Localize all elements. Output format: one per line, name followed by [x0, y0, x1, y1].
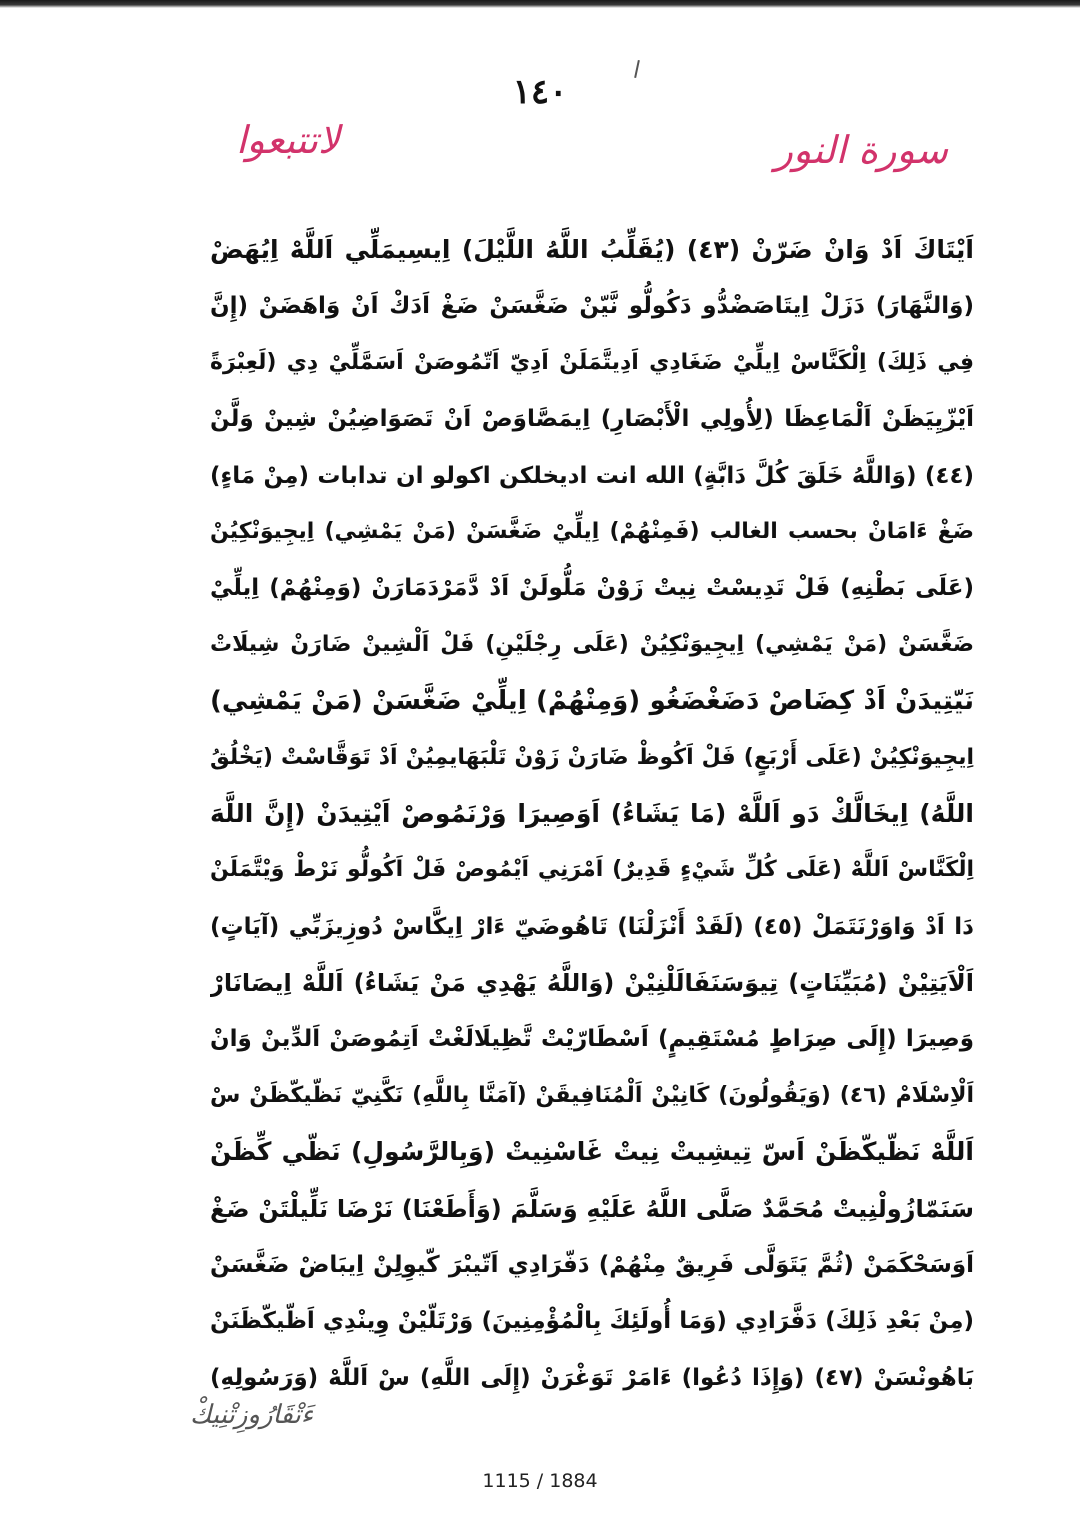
scan-top-edge	[0, 0, 1080, 8]
text-line: اَيْتَاكَ اَدْ وَانْ ضَرّنْ (٤٣) (يُقَلِّبُ اللَّهُ اللَّيْلَ) اِيسِيمَلِّي اَللَّهْ اِيُهَضْ	[210, 235, 974, 264]
text-line: بَاهُونْسَنْ (٤٧) (وَإِذَا دُعُوا) ءَامَرْ تَوَغْرَنْ (إِلَى اللَّهِ) سْ اَللَّهْ (وَرَسُولِهِ)	[210, 1364, 974, 1391]
text-line: دَا اَدْ وَاوَرْنَتَمَلْ (٤٥) (لَقَدْ أَنْزَلْنَا) تَاهُوضَيّ ءَارْ اِيكَّاسْ دُوزِيزَبِّي (آيَاتٍ)	[210, 913, 974, 940]
text-line: سَنَمّازُولْنِيتْ مُحَمَّدٌ صَلَّى اللَّهُ عَلَيْهِ وَسَلَّمَ (وَأَطَعْنَا) نَرْضَا نَلِّيلْتَنْ ضَغْ	[210, 1194, 974, 1223]
page-counter: 1115 / 1884	[482, 1470, 598, 1492]
text-line: اَوَسَحْكَمَنْ (ثُمَّ يَتَوَلَّى فَرِيقٌ مِنْهُمْ) دَفّرَادِي اَتّيبْرَ كّيوِلِنْ اِيبَاضْ ضَغَّسَنْ	[210, 1252, 974, 1279]
surah-name-annotation: سورة النور	[774, 128, 948, 172]
text-line: اِيجِيوَنْكِيُنْ (عَلَى أَرْبَعٍ) فَلْ اَكُوظْ ضَارَنْ زَوْنْ تَلْبَهَايمِيُنْ اَدْ تَوَقَّاسْتْ (يَخْلُقُ	[210, 744, 974, 770]
text-line: (وَالنَّهَارَ) دَزَلْ اِيتَاصَضْدُّو دَكُولُّو نَّيّنْ ضَغَّسَنْ ضَغْ اَدَكْ اَنْ وَاهَضَنْ (إِنَّ	[210, 293, 974, 320]
text-line: فِي ذَلِكَ) اِلْكَنَّاسْ اِيلِّيْ ضَغَادِي اَدِيتَّمَلَنْ اَدِيّ اَتّمُوصَنْ اَسَمَّلِّيْ دِي (لَعِبْرَةً	[210, 349, 974, 375]
text-line: اَلْاِسْلَامْ (٤٦) (وَيَقُولُونَ) كَانِيْنْ اَلْمُنَافِيقَنْ (آمَنَّا بِاللَّهِ) نَكَّنِيّ نَظّيكّظَنْ سْ	[210, 1082, 974, 1108]
text-line: (٤٤) (وَاللَّهُ خَلَقَ كُلَّ دَابَّةٍ) الله انت اديخلكن اكولو ان تدابات (مِنْ مَاءٍ)	[210, 462, 974, 489]
manuscript-text-block	[210, 222, 974, 1406]
text-line: (عَلَى بَطْنِهِ) فَلْ تَدِيسْتْ نِيتْ زَوْنْ مَلُّولَنْ اَدْ دَّمَرْدَمَارَنْ (وَمِنْهُمْ) اِيلِّيْ	[210, 575, 974, 602]
verse-annotation: لاتتبعوا	[236, 118, 340, 162]
text-line: اَيْزّيِيَظَنْ اَلْمَاعِظَا (لِأُولِي الْأَبْصَارِ) اِيمَصَّاوَصْ اَنْ تَصَوَاضِيُنْ شِينْ وَلَّنْ	[210, 406, 974, 433]
text-line: (مِنْ بَعْدِ ذَلِكَ) دَفَّرَادِي (وَمَا أُولَئِكَ بِالْمُؤْمِنِينَ) وَرْتَلّيْنْ وِينْدِي اَظّيكّظَنَنْ	[210, 1308, 974, 1335]
text-line: وَصِيرَا (إِلَى صِرَاطٍ مُسْتَقِيمٍ) اَسْطَارّيْتْ تَّظِيلَالَغْتْ اَتِمُوصَنْ اَلدِّينْ وَانْ	[210, 1026, 974, 1053]
text-line: اَللَّهْ نَظّيكّظَنْ اَسّ تِيشِيتْ نِيتْ غَاسْنِيتْ (وَبِالرَّسُولِ) نَظّي كِّظَنْ	[210, 1137, 974, 1167]
text-line: ضَغَّسَنْ (مَنْ يَمْشِي) اِيجِيوَنْكِيُنْ (عَلَى رِجْلَيْنِ) فَلْ اَلْشِينْ ضَارَنْ شِيلَاتْ	[210, 631, 974, 657]
text-line: اِلْكَنَّاسْ اَللَّهْ (عَلَى كُلِّ شَيْءٍ قَدِيرٌ) اَمْرَنِي اَيْمُوصْ فَلْ اَكُولُّو نَرْطْ وَيْتَّمَلَنْ	[210, 857, 974, 883]
text-line: اَلْاَيَتِيْنْ (مُبَيِّنَاتٍ) تِيوَسَنَفَالَلْنِيْنْ (وَاللَّهُ يَهْدِي مَنْ يَشَاءُ) اَللَّهْ اِيصَانَارْ	[210, 969, 974, 998]
text-line: اللَّهُ) اِيخَالَّكْ دَو اَللَّهْ (مَا يَشَاءُ) اَوَصِيرَا وَرْنَمُوصْ اَيْتِيدَنْ (إِنَّ اللَّهَ	[210, 798, 974, 828]
text-line: نَيّتِيدَنْ اَدْ كِضَاصْ دَضَغْضَغُو (وَمِنْهُمْ) اِيلِّيْ ضَغَّسَنْ (مَنْ يَمْشِي)	[210, 686, 974, 717]
handwritten-margin-note: ءَتْقَارُوزِتْنِيكْ	[190, 1400, 314, 1430]
page-number: ١٤٠	[512, 72, 568, 112]
text-line: ضَغْ ءَامَانْ بحسب الغالب (فَمِنْهُمْ) اِيلِّيْ ضَغَّسَنْ (مَنْ يَمْشِي) اِيجِيوَنْكِيُنْ	[210, 518, 974, 544]
